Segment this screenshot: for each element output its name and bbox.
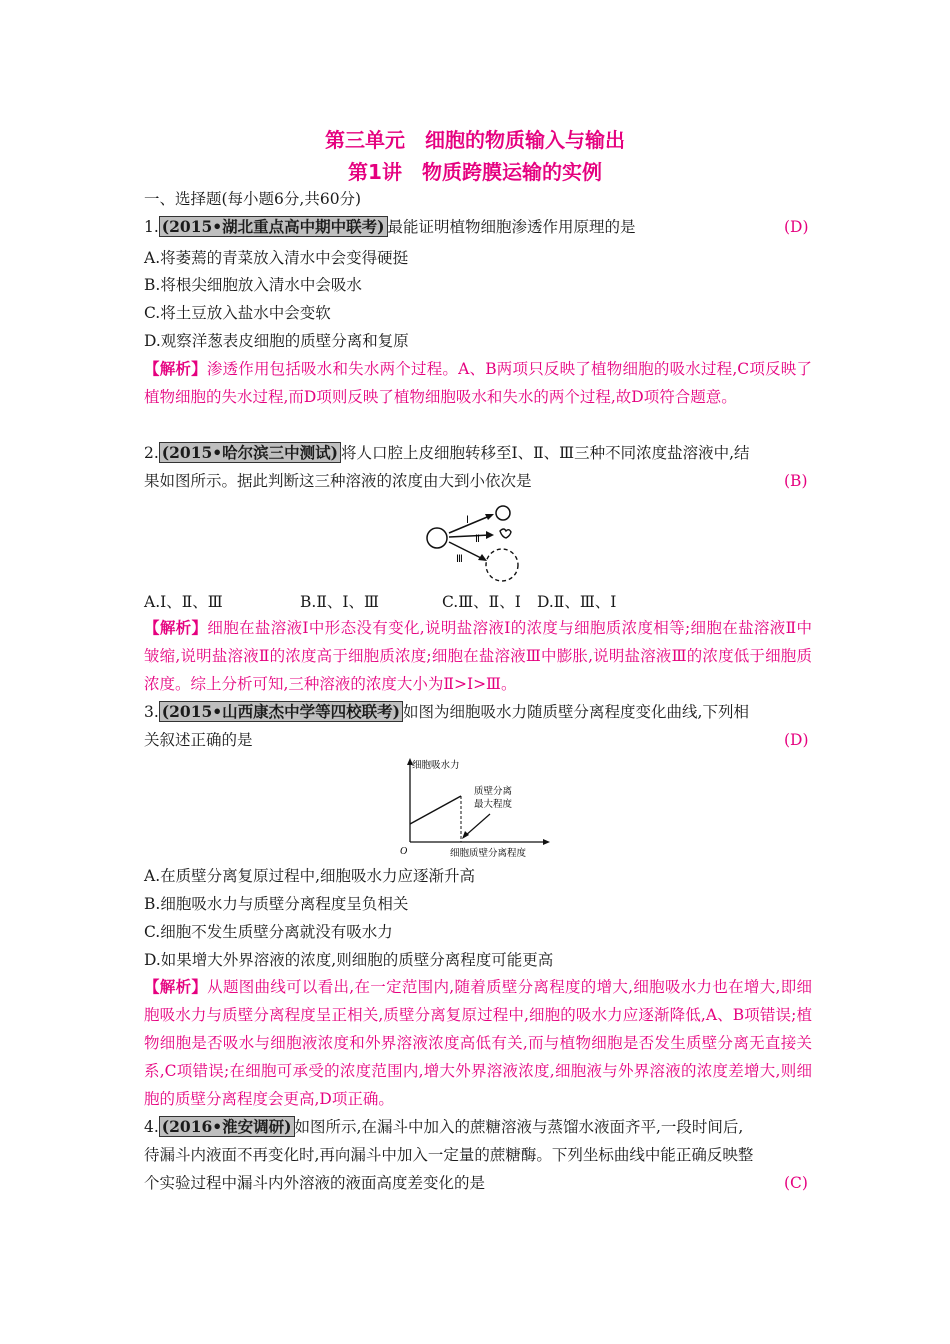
question-number: 1.	[144, 218, 159, 236]
question-source: (2016•淮安调研)	[159, 1116, 295, 1137]
unit-title: 第三单元 细胞的物质输入与输出	[325, 128, 625, 152]
question-4-stem-cont: 待漏斗内液面不再变化时,再向漏斗中加入一定量的蔗糖酶。下列坐标曲线中能正确反映整	[144, 1146, 754, 1164]
question-4-stem-cont-2: 个实验过程中漏斗内外溶液的液面高度差变化的是	[144, 1174, 486, 1192]
cell-osmosis-figure	[420, 505, 532, 585]
question-2-stem-cont: 果如图所示。据此判断这三种溶液的浓度由大到小依次是	[144, 472, 532, 490]
cell-solution-1	[496, 506, 510, 520]
y-axis-label: 细胞吸水力	[412, 760, 460, 771]
lecture-title: 第1讲 物质跨膜运输的实例	[348, 160, 602, 184]
label-solution-3: Ⅲ	[456, 554, 463, 565]
question-1-stem	[144, 213, 814, 241]
annotation-arrow	[465, 814, 490, 836]
arrow-solution-1	[449, 515, 492, 533]
option-b: B.将根尖细胞放入清水中会吸水	[144, 276, 362, 294]
option-b: B.Ⅱ、Ⅰ、Ⅲ	[300, 593, 379, 611]
question-source: (2015•湖北重点高中期中联考)	[159, 216, 388, 237]
question-2-answer: (B)	[784, 472, 808, 490]
question-number: 4.	[144, 1118, 159, 1136]
question-3-explanation	[144, 973, 812, 1113]
origin-label: O	[400, 846, 408, 857]
x-axis-label: 细胞质壁分离程度	[450, 848, 527, 859]
question-4-answer: (C)	[784, 1174, 808, 1192]
label-solution-2: Ⅱ	[475, 534, 480, 545]
annotation-line-1: 质壁分离	[474, 786, 513, 797]
option-a: A.将萎蔫的青菜放入清水中会变得硬挺	[144, 249, 409, 267]
cell-solution-2-shrunken	[500, 529, 511, 538]
option-c: C.细胞不发生质壁分离就没有吸水力	[144, 923, 393, 941]
question-source: (2015•山西康杰中学等四校联考)	[159, 701, 403, 722]
question-1-explanation	[144, 355, 812, 411]
x-axis-arrow	[543, 839, 550, 845]
question-1-answer: (D)	[784, 218, 809, 236]
question-text: 将人口腔上皮细胞转移至Ⅰ、Ⅱ、Ⅲ三种不同浓度盐溶液中,结	[341, 444, 750, 462]
question-2-stem	[144, 439, 814, 467]
label-solution-1: Ⅰ	[466, 515, 469, 526]
annotation-line-2: 最大程度	[474, 799, 513, 810]
annotation-arrowhead	[462, 831, 469, 839]
water-absorption-chart	[398, 756, 558, 862]
question-3-stem	[144, 698, 814, 726]
question-2-explanation	[144, 614, 812, 698]
option-a: A.Ⅰ、Ⅱ、Ⅲ	[144, 593, 223, 611]
question-text: 如图所示,在漏斗中加入的蔗糖溶液与蒸馏水液面齐平,一段时间后,	[294, 1118, 744, 1136]
section-heading: 一、选择题(每小题6分,共60分)	[144, 190, 362, 208]
cell-solution-3-swollen	[486, 549, 518, 581]
option-d: D.如果增大外界溶液的浓度,则细胞的质壁分离程度可能更高	[144, 951, 554, 969]
question-text: 最能证明植物细胞渗透作用原理的是	[387, 218, 636, 236]
question-number: 2.	[144, 444, 159, 462]
explanation-text: 渗透作用包括吸水和失水两个过程。A、B两项只反映了植物细胞的吸水过程,C项反映了植物细胞的失水过程,而D项则反映了植物细胞吸水和失水的两个过程,故D项符合题意。	[144, 360, 812, 406]
question-number: 3.	[144, 703, 159, 721]
explanation-text: 从题图曲线可以看出,在一定范围内,随着质壁分离程度的增大,细胞吸水力也在增大,即细胞吸水力与质壁分离程度呈正相关,质壁分离复原过程中,细胞的吸水力应逐渐降低,A、B项错误;植物细胞是否吸水与细胞液浓度和外界溶液浓度高低有关,而与植物细胞是否发生质壁分离无直接关系,C项错误;在细胞可承受的浓度范围内,增大外界溶液浓度,细胞液与外界溶液的浓度差增大,则细胞的质壁分离程度会更高,D项正确。	[144, 978, 812, 1108]
cell-original	[427, 528, 447, 548]
arrow-solution-2	[449, 535, 490, 537]
question-source: (2015•哈尔滨三中测试)	[159, 442, 341, 463]
question-3-answer: (D)	[784, 731, 809, 749]
option-a: A.在质壁分离复原过程中,细胞吸水力应逐渐升高	[144, 867, 476, 885]
question-3-stem-cont: 关叙述正确的是	[144, 731, 253, 749]
option-c: C.Ⅲ、Ⅱ、Ⅰ	[442, 593, 521, 611]
curve	[410, 796, 461, 824]
arrowhead	[486, 531, 494, 539]
question-4-stem	[144, 1113, 814, 1141]
option-d: D.观察洋葱表皮细胞的质壁分离和复原	[144, 332, 409, 350]
option-d: D.Ⅱ、Ⅲ、Ⅰ	[537, 593, 617, 611]
explanation-text: 细胞在盐溶液Ⅰ中形态没有变化,说明盐溶液Ⅰ的浓度与细胞质浓度相等;细胞在盐溶液Ⅱ中皱缩,说明盐溶液Ⅱ的浓度高于细胞质浓度;细胞在盐溶液Ⅲ中膨胀,说明盐溶液Ⅲ的浓度低于细胞质浓度。综上分析可知,三种溶液的浓度大小为Ⅱ>Ⅰ>Ⅲ。	[144, 619, 812, 693]
question-text: 如图为细胞吸水力随质壁分离程度变化曲线,下列相	[403, 703, 749, 721]
explanation-tag: 【解析】	[144, 977, 208, 996]
explanation-tag: 【解析】	[144, 359, 207, 378]
explanation-tag: 【解析】	[144, 618, 208, 637]
option-c: C.将土豆放入盐水中会变软	[144, 304, 331, 322]
option-b: B.细胞吸水力与质壁分离程度呈负相关	[144, 895, 409, 913]
